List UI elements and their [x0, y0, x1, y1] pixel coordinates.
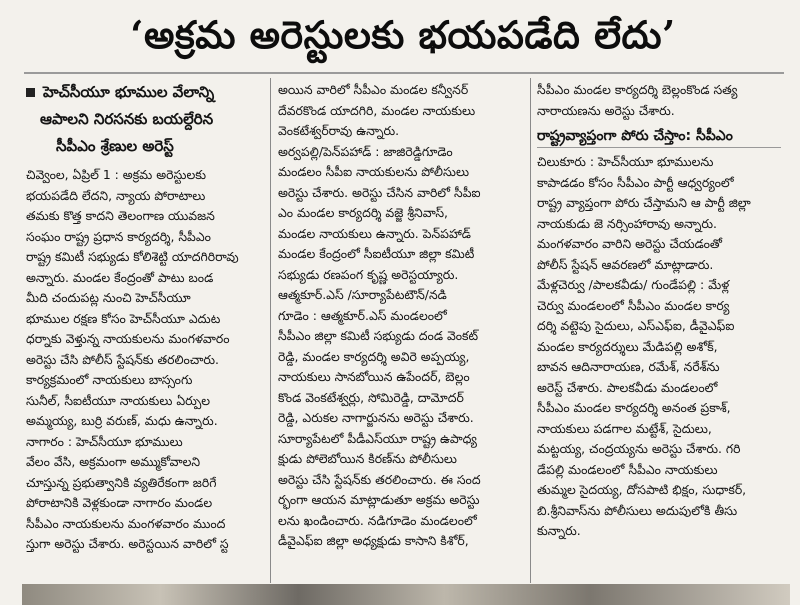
col1-line: చివ్వెంల, ఏప్రిల్ 1 : అక్రమ అరెస్టులకు [26, 167, 207, 182]
col3-line: దర్శి వట్టెపు సైదులు, ఎస్ఎఫ్ఐ, డీవైఎఫ్ఐ [537, 318, 735, 333]
col1-line: అరెస్టు చేసి పోలీస్ స్టేషన్‌కు తరలించారు. [26, 351, 219, 367]
col3-line: మేళ్లచెర్వు /పాలకవీడు/ గుండేపల్లి : మేళ్ల [537, 277, 730, 292]
column-divider [270, 78, 271, 583]
col3-line: నాయకులు పడగాల మట్టేశ్, సైదులు, [537, 420, 712, 436]
col1-line: సంఘం రాష్ట్ర ప్రధాన కార్యదర్శి, సీపీఎం [26, 228, 211, 244]
col2-line: మండల నాయకులు ఉన్నారు. పెన్‌పహాడ్ [278, 225, 471, 241]
column-3 [537, 80, 781, 542]
col3-line: చెర్వు మండలంలో సీపీఎం మండల కార్య [537, 297, 730, 313]
col2-line: అరెస్టు చేసి స్టేషన్‌కు తరలించారు. ఈ సంద [278, 471, 481, 487]
col3-line: సీపీఎం మండల కార్యదర్శి అనంత ప్రకాశ్, [537, 400, 731, 415]
col2-line: డీవైఎఫ్ఐ జిల్లా అధ్యక్షుడు కాసాని కిశోర్, [278, 533, 469, 548]
col3-line: బావన ఆదినారాయణ, రమేశ్, నరేశ్‌ను [537, 359, 720, 374]
col1-line: అమ్మయ్య, బుర్రి వరుణ్, మధు ఉన్నారు. [26, 413, 218, 428]
col1-line: స్తుగా అరెస్టు చేశారు. అరెస్టయిన వారిలో స్ట [26, 536, 229, 551]
column-2 [278, 80, 524, 552]
col2-line: మండల కేంద్రంలో సీఐటీయూ జిల్లా కమిటీ [278, 246, 475, 261]
col3-line: బి.శ్రీనివాస్‌ను పోలీసులు అదుపులోకి తీసు [537, 502, 738, 518]
col2-line: రెడ్డి, ఎరుకల నాగార్జునను అరెస్టు చేశారు. [278, 410, 474, 425]
col3-line: నారాయణను అరెస్టు చేశారు. [537, 102, 675, 118]
col1-line: అన్నారు. మండల కేంద్రంతో పాటు బండ [26, 269, 214, 285]
col3-line: కున్నారు. [537, 523, 581, 538]
col3-line: అరెస్ట్ చేశారు. పాలకవీడు మండలంలో [537, 379, 718, 395]
col3-line: మట్టయ్య, చంద్రయ్యను అరెస్టు చేశారు. గరి [537, 441, 741, 456]
col1-line: సీపీఎం నాయకులను మంగళవారం ముంద [26, 515, 226, 531]
photo-strip [22, 584, 790, 605]
col1-line: చూస్తున్న ప్రభుత్వానికి వ్యతిరేకంగా జరిగే [26, 474, 217, 490]
col2-line: కొండ వెంకటేశ్వర్లు, సోమిరెడ్డి, దామోదర్ [278, 389, 464, 405]
col2-line: నాయకులు సానబోయిన ఉపేందర్, బెల్లం [278, 369, 470, 384]
column-1 [26, 80, 264, 555]
subheading-line-2: ఆపాలని నిరసనకు బయల్దేరిన [40, 110, 214, 128]
column-divider [530, 78, 531, 583]
col3-line: మండల కార్యదర్శులు మేడిపల్లి అశోక్, [537, 338, 718, 354]
col3-line: కాపాడడం కోసం సీపీఎం పార్టీ ఆధ్వర్యంలో [537, 174, 734, 190]
subheading-line-1: హెచ్‌సీయూ భూముల వేలాన్ని [26, 80, 264, 105]
bullet-icon [26, 88, 35, 97]
col3-line: మంగళవారం వారిని అరెస్టు చేయడంతో [537, 236, 723, 251]
col3-line: నాయకుడు జె నర్సింహారావు అన్నారు. [537, 215, 717, 231]
col3-line: డేపల్లి మండలంలో సీపీఎం నాయకులు [537, 461, 718, 477]
col1-line: వేలం వేసి, అక్రమంగా అమ్ముకోవాలని [26, 454, 201, 469]
col2-line: అరెస్టు చేశారు. అరెస్టు చేసిన వారిలో సీపీఐ [278, 184, 481, 200]
col1-line: కార్యక్రమంలో నాయకులు బాస్సంగు [26, 372, 193, 387]
col2-line: దేవరకొండ యాదగిరి, మండల నాయకులు [278, 102, 476, 118]
col3-line: పోలీస్ స్టేషన్ ఆవరణలో మాట్లాడారు. [537, 256, 714, 272]
top-divider [24, 72, 784, 74]
col2-line: ఎం మండల కార్యదర్శి వజ్జె శ్రీనివాస్, [278, 205, 448, 220]
col2-line: క్షుడు పోలెబోయిన కిరణ్‌ను పోలీసులు [278, 451, 457, 466]
headline: ‘అక్రమ అరెస్టులకు భయపడేది లేదు’ [130, 12, 676, 57]
col1-line: సునీల్, సీఐటీయూ నాయకులు ఏర్పుల [26, 392, 211, 408]
col2-line: ర్భంగా ఆయన మాట్లాడుతూ అక్రమ అరెస్టు [278, 492, 480, 507]
col1-line: ధర్నాకు వెళ్తున్న నాయకులను మంగళవారం [26, 331, 230, 346]
col1-line: మీది చందుపట్ల నుంచి హెచ్‌సీయూ [26, 290, 191, 305]
col2-line: లను ఖండించారు. నడిగూడెం మండలంలో [278, 512, 477, 528]
col2-line: రెడ్డి, మండల కార్యదర్శి అవిరె అప్పయ్య, [278, 348, 470, 364]
col2-line: అర్వపల్లి/పెన్‌పహాడ్ : జాజిరెడ్డిగూడెం [278, 143, 453, 159]
col2-line: సీపీఎం జిల్లా కమిటీ సభ్యుడు దండ వెంకట్ [278, 328, 479, 343]
col1-line: పోరాటానికి వెళ్లకుండా నాగారం మండల [26, 495, 213, 510]
col2-line: అయిన వారిలో సీపీఎం మండల కన్వీనర్ [278, 82, 469, 97]
col3-line: తుమ్మల సైదయ్య, దోసపాటి భిక్షం, సుధాకర్, [537, 482, 747, 497]
col2-line: సూర్యాపేటలో పీడీఎస్‌యూ రాష్ట్ర ఉపాధ్య [278, 430, 477, 446]
col1-line: భూముల రక్షణ కోసం హెచ్‌సీయూ ఎదుట [26, 310, 221, 326]
col3-line: సీపీఎం మండల కార్యదర్శి బెల్లంకొండ సత్య [537, 82, 738, 97]
col1-line: రాష్ట్ర కమిటీ సభ్యుడు కోలిశెట్టి యాదగిరిరావు [26, 249, 239, 264]
col2-line: మండలం సీపీఐ నాయకులను పోలీసులు [278, 164, 470, 179]
col2-line: వెంకటేశ్వర్‌రావు ఉన్నారు. [278, 123, 400, 138]
col3-line: రాష్ట్ర వ్యాప్తంగా పోరు చేస్తామని ఆ పార్టీ జిల్లా [537, 195, 751, 210]
col3-line: చిలుకూరు : హెచ్‌సీయూ భూములను [537, 154, 714, 169]
col1-line: భయపడేది లేదని, న్యాయ పోరాటాలు [26, 187, 206, 203]
section-heading: రాష్ట్రవ్యాప్తంగా పోరు చేస్తాం: సీపీఎం [537, 125, 781, 148]
col2-line: గూడెం : ఆత్మకూర్.ఎస్ మండలంలో [278, 307, 447, 323]
col2-line: ఆత్మకూర్.ఎస్ /సూర్యాపేటటౌన్/నడి [278, 287, 447, 302]
col2-line: సభ్యుడు రణపంగ కృష్ణ అరెస్టయ్యారు. [278, 266, 459, 282]
col1-line: తమకు కొత్త కాదని తెలంగాణ యువజన [26, 208, 215, 223]
subheading-line-3: సీపీఎం శ్రేణుల అరెస్ట్ [56, 137, 174, 155]
col1-line: నాగారం : హెచ్‌సీయూ భూములు [26, 433, 183, 449]
